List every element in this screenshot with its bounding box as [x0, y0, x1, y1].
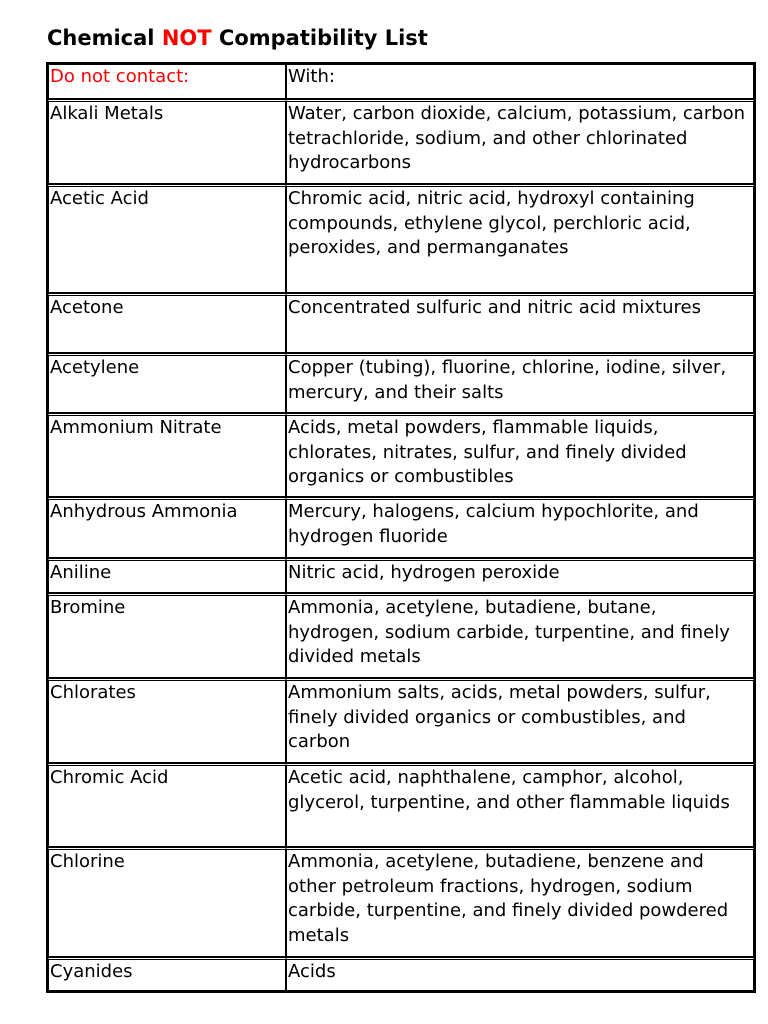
incompatible-with-cell: Acids	[286, 957, 754, 991]
chemical-cell: Alkali Metals	[48, 99, 286, 184]
title-suffix: Compatibility List	[211, 26, 428, 50]
incompatible-with-cell: Ammonia, acetylene, butadiene, benzene and other petroleum fractions, hydrogen, sodium carbide, turpentine, and finely divided powdered metals	[286, 847, 754, 957]
header-do-not-contact: Do not contact:	[48, 64, 286, 99]
table-row	[48, 497, 754, 558]
chemical-cell: Acetone	[48, 293, 286, 353]
table-row	[48, 99, 754, 184]
chemical-cell: Cyanides	[48, 957, 286, 991]
incompatible-with-cell: Acetic acid, naphthalene, camphor, alcohol, glycerol, turpentine, and other flammable liquids	[286, 763, 754, 847]
incompatible-with-cell: Concentrated sulfuric and nitric acid mixtures	[286, 293, 754, 353]
table-row	[48, 184, 754, 293]
table-row	[48, 353, 754, 413]
table-row	[48, 957, 754, 991]
incompatible-with-cell: Nitric acid, hydrogen peroxide	[286, 558, 754, 593]
chemical-cell: Bromine	[48, 593, 286, 678]
incompatible-with-cell: Chromic acid, nitric acid, hydroxyl containing compounds, ethylene glycol, perchloric acid, peroxides, and permanganates	[286, 184, 754, 293]
chemical-cell: Anhydrous Ammonia	[48, 497, 286, 558]
incompatible-with-cell: Ammonia, acetylene, butadiene, butane, hydrogen, sodium carbide, turpentine, and finely divided metals	[286, 593, 754, 678]
chemical-cell: Acetic Acid	[48, 184, 286, 293]
compatibility-table	[46, 62, 756, 993]
incompatible-with-cell: Copper (tubing), fluorine, chlorine, iodine, silver, mercury, and their salts	[286, 353, 754, 413]
title-prefix: Chemical	[47, 26, 162, 50]
chemical-cell: Ammonium Nitrate	[48, 413, 286, 497]
chemical-cell: Chromic Acid	[48, 763, 286, 847]
table-row	[48, 678, 754, 763]
chemical-cell: Acetylene	[48, 353, 286, 413]
table-row	[48, 763, 754, 847]
table-header-row	[48, 64, 754, 99]
incompatible-with-cell: Mercury, halogens, calcium hypochlorite, and hydrogen fluoride	[286, 497, 754, 558]
table-row	[48, 558, 754, 593]
incompatible-with-cell: Water, carbon dioxide, calcium, potassium, carbon tetrachloride, sodium, and other chlorinated hydrocarbons	[286, 99, 754, 184]
chemical-cell: Chlorates	[48, 678, 286, 763]
table-row	[48, 593, 754, 678]
chemical-cell: Aniline	[48, 558, 286, 593]
header-with: With:	[286, 64, 754, 99]
table-body	[48, 64, 754, 991]
incompatible-with-cell: Acids, metal powders, flammable liquids, chlorates, nitrates, sulfur, and finely divided organics or combustibles	[286, 413, 754, 497]
table-row	[48, 413, 754, 497]
chemical-cell: Chlorine	[48, 847, 286, 957]
table-row	[48, 847, 754, 957]
table-row	[48, 293, 754, 353]
page-title	[47, 24, 428, 52]
incompatible-with-cell: Ammonium salts, acids, metal powders, sulfur, finely divided organics or combustibles, and carbon	[286, 678, 754, 763]
title-accent: NOT	[161, 26, 212, 50]
